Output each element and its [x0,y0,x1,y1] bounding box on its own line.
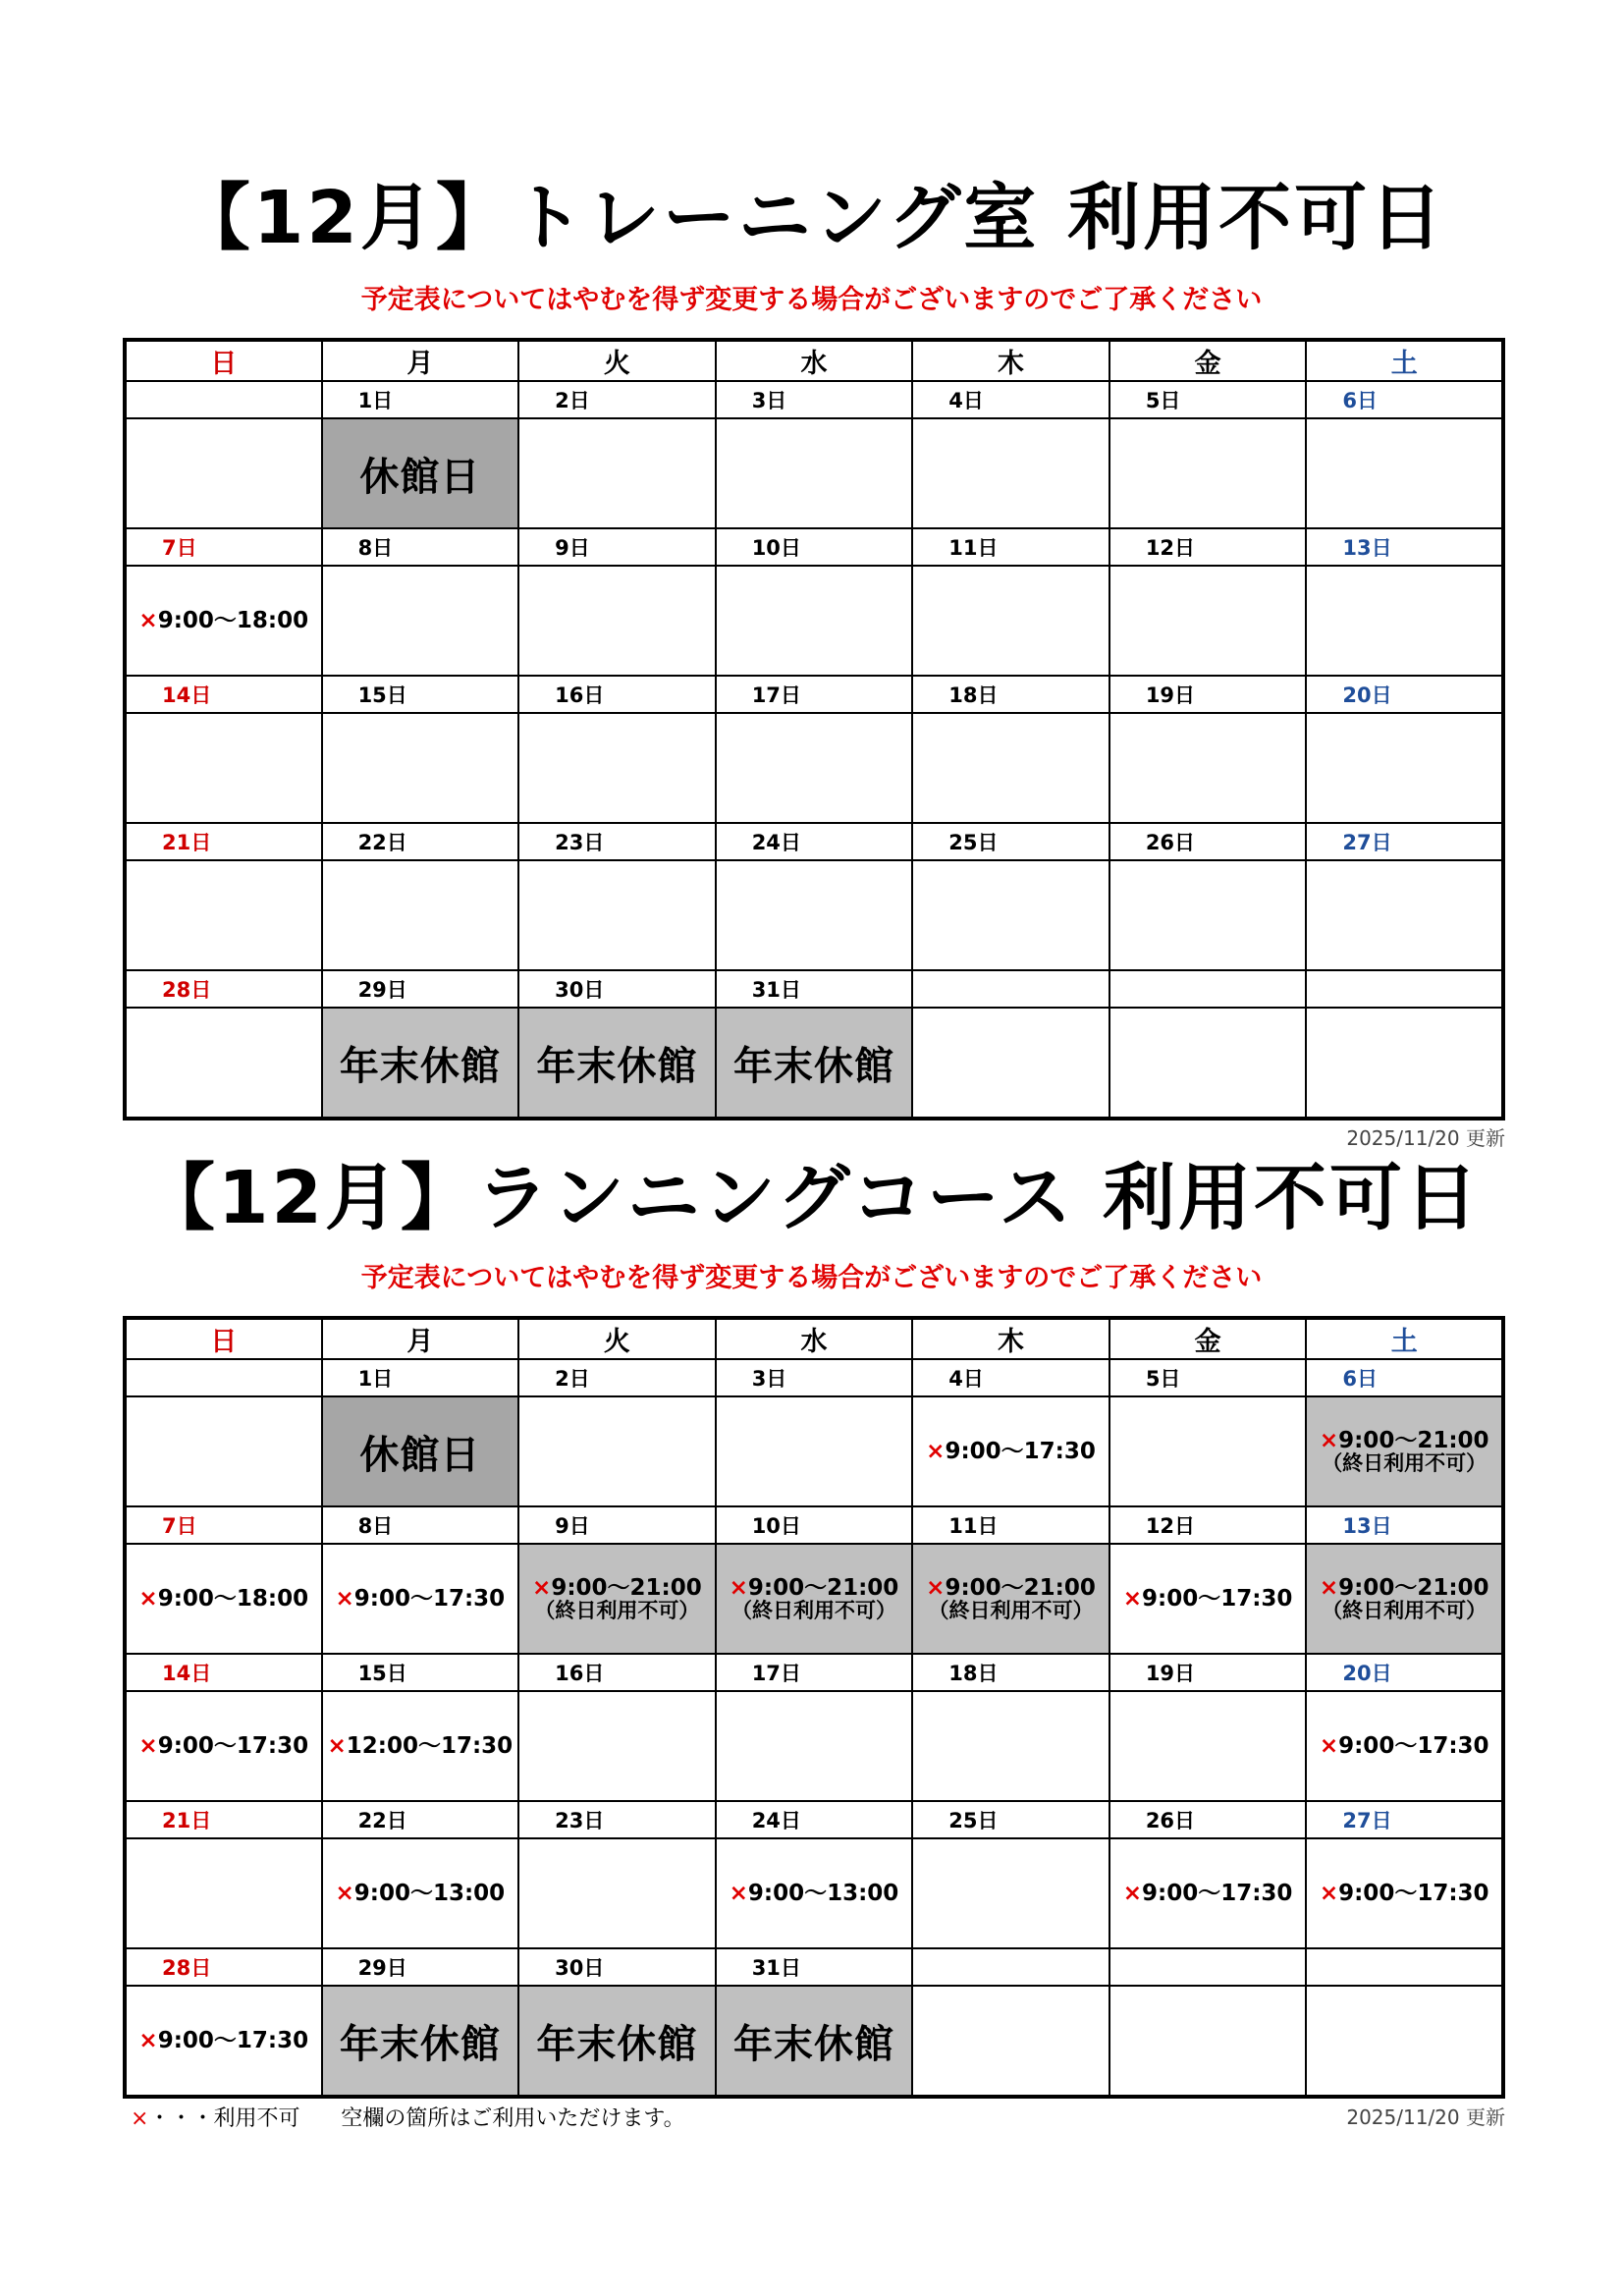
training-calendar [123,338,1505,1121]
unavailable-slot [1307,1734,1501,1758]
unavailable-time: 9:00～17:30 [1338,1880,1489,1906]
day-number [912,970,1109,1008]
day-cell [1109,1838,1307,1948]
entry-row [125,1986,1503,2097]
unavailable-mark-icon: × [335,1880,354,1906]
day-number: 27日 [1306,823,1503,860]
day-cell [716,1986,913,2097]
day-number: 5日 [1109,1359,1307,1396]
day-cell [322,1008,519,1119]
day-cell [1109,1986,1307,2097]
weekday-header: 金 [1109,340,1307,381]
day-number: 16日 [518,1654,716,1691]
day-cell [518,1691,716,1801]
date-row [125,1801,1503,1838]
weekday-header: 土 [1306,1318,1503,1359]
unavailable-slot [323,1882,518,1905]
day-number: 10日 [716,1506,913,1544]
day-cell [322,1396,519,1506]
day-number: 20日 [1306,1654,1503,1691]
unavailable-mark-icon: × [1319,1732,1339,1759]
date-row [125,1654,1503,1691]
day-number: 30日 [518,1948,716,1986]
full-day-note: （終日利用不可） [928,1599,1094,1623]
day-number [1109,1948,1307,1986]
day-number [1306,970,1503,1008]
day-cell [1306,1544,1503,1654]
full-day-note: （終日利用不可） [730,1599,896,1623]
unavailable-slot [717,1576,912,1621]
full-day-note: （終日利用不可） [1322,1451,1488,1476]
day-cell [1109,1544,1307,1654]
day-number: 7日 [125,1506,322,1544]
day-cell [322,566,519,676]
day-cell [1109,713,1307,823]
date-row [125,1506,1503,1544]
year-end-closed-label: 年末休館 [339,1043,501,1089]
day-cell [518,1838,716,1948]
legend-note: 空欄の箇所はご利用いただけます。 [341,2106,685,2131]
day-number: 10日 [716,528,913,566]
day-number: 3日 [716,381,913,418]
day-cell [1109,1691,1307,1801]
closed-label: 休館日 [359,454,481,500]
day-cell [1306,1396,1503,1506]
unavailable-time: 9:00～21:00 [551,1574,702,1601]
day-number: 15日 [322,676,519,713]
day-number: 4日 [912,381,1109,418]
year-end-closed-label: 年末休館 [536,1043,698,1089]
day-cell [716,1396,913,1506]
day-number: 3日 [716,1359,913,1396]
day-number: 6日 [1306,1359,1503,1396]
day-cell [1306,1008,1503,1119]
day-number: 6日 [1306,381,1503,418]
day-number: 16日 [518,676,716,713]
day-cell [322,1838,519,1948]
day-number: 15日 [322,1654,519,1691]
day-cell [1306,1838,1503,1948]
day-number [125,1359,322,1396]
day-number: 21日 [125,823,322,860]
day-number: 28日 [125,1948,322,1986]
day-cell [125,566,322,676]
unavailable-slot [519,1576,715,1621]
unavailable-time: 9:00～18:00 [157,1585,309,1612]
day-number: 17日 [716,676,913,713]
day-number: 31日 [716,1948,913,1986]
day-cell [322,860,519,970]
unavailable-slot [1110,1587,1306,1611]
closed-label: 休館日 [359,1432,481,1478]
day-number: 19日 [1109,676,1307,713]
day-number: 24日 [716,823,913,860]
date-row [125,676,1503,713]
day-cell [125,1396,322,1506]
day-cell [716,1691,913,1801]
day-cell [322,713,519,823]
date-row [125,528,1503,566]
day-number: 13日 [1306,528,1503,566]
day-number: 13日 [1306,1506,1503,1544]
unavailable-slot [913,1440,1109,1463]
date-row [125,823,1503,860]
weekday-header: 月 [322,340,519,381]
day-cell [716,418,913,528]
day-number: 23日 [518,823,716,860]
day-cell [125,713,322,823]
weekday-header: 火 [518,1318,716,1359]
day-cell [912,1691,1109,1801]
unavailable-mark-icon: × [1122,1585,1143,1612]
unavailable-slot [1307,1882,1501,1905]
unavailable-time: 9:00～17:30 [1142,1585,1293,1612]
unavailable-time: 12:00～17:30 [346,1732,514,1759]
day-cell [518,860,716,970]
day-number [125,381,322,418]
unavailable-time: 9:00～17:30 [157,2027,309,2053]
day-number: 17日 [716,1654,913,1691]
date-row [125,970,1503,1008]
day-cell [716,566,913,676]
training-notice: 予定表についてはやむを得ず変更する場合がございますのでご了承ください [360,285,1263,315]
entry-row [125,860,1503,970]
weekday-header: 月 [322,1318,519,1359]
day-number: 26日 [1109,1801,1307,1838]
day-cell [322,1986,519,2097]
weekday-header: 日 [125,1318,322,1359]
day-cell [912,1396,1109,1506]
unavailable-time: 9:00～17:30 [1338,1732,1489,1759]
day-cell [125,1544,322,1654]
day-cell [1306,418,1503,528]
day-number: 1日 [322,1359,519,1396]
training-title: 【12月】トレーニング室 利用不可日 [177,176,1446,260]
day-number: 26日 [1109,823,1307,860]
unavailable-mark-icon: × [138,1732,158,1759]
unavailable-mark-icon: × [926,1438,946,1464]
day-cell [912,418,1109,528]
day-number [1306,1948,1503,1986]
day-cell [1109,418,1307,528]
year-end-closed-label: 年末休館 [732,2021,894,2067]
running-calendar [123,1316,1505,2099]
unavailable-time: 9:00～17:30 [1142,1880,1293,1906]
weekday-header: 木 [912,1318,1109,1359]
day-number: 2日 [518,1359,716,1396]
day-number: 29日 [322,1948,519,1986]
day-cell [716,1008,913,1119]
unavailable-mark-icon: × [1122,1880,1143,1906]
day-number: 11日 [912,1506,1109,1544]
date-row [125,1359,1503,1396]
day-number: 29日 [322,970,519,1008]
day-number: 5日 [1109,381,1307,418]
day-cell [1306,566,1503,676]
day-cell [125,1838,322,1948]
unavailable-slot [913,1576,1109,1621]
day-cell [1306,860,1503,970]
full-day-note: （終日利用不可） [1322,1599,1488,1623]
day-number: 14日 [125,1654,322,1691]
day-number: 4日 [912,1359,1109,1396]
weekday-header: 金 [1109,1318,1307,1359]
day-cell [716,860,913,970]
day-number: 14日 [125,676,322,713]
day-number: 18日 [912,1654,1109,1691]
unavailable-mark-icon: × [1319,1574,1339,1601]
unavailable-time: 9:00～21:00 [1338,1574,1489,1601]
day-cell [716,1544,913,1654]
day-cell [912,860,1109,970]
unavailable-slot [323,1587,518,1611]
day-cell [125,1986,322,2097]
day-number: 25日 [912,1801,1109,1838]
day-cell [125,418,322,528]
day-cell [912,1544,1109,1654]
unavailable-slot [1307,1576,1501,1621]
unavailable-slot [323,1734,518,1758]
day-cell [322,1691,519,1801]
unavailable-mark-icon: × [729,1574,748,1601]
day-number [1109,970,1307,1008]
weekday-header: 水 [716,340,913,381]
weekday-header: 水 [716,1318,913,1359]
day-cell [518,1544,716,1654]
day-cell [1109,1396,1307,1506]
day-number: 20日 [1306,676,1503,713]
legend [131,2102,685,2132]
day-cell [912,713,1109,823]
day-number [912,1948,1109,1986]
day-number: 27日 [1306,1801,1503,1838]
day-cell [518,1986,716,2097]
day-cell [322,418,519,528]
unavailable-time: 9:00～18:00 [157,607,309,633]
year-end-closed-label: 年末休館 [732,1043,894,1089]
day-cell [912,566,1109,676]
date-row [125,1948,1503,1986]
legend-mark: × [131,2106,149,2131]
entry-row [125,1838,1503,1948]
day-number: 31日 [716,970,913,1008]
date-row [125,381,1503,418]
weekday-header: 木 [912,340,1109,381]
day-number: 23日 [518,1801,716,1838]
day-cell [125,1691,322,1801]
running-updated: 2025/11/20 更新 [1346,2105,1505,2129]
day-cell [322,1544,519,1654]
day-cell [1306,1691,1503,1801]
unavailable-mark-icon: × [138,1585,158,1612]
day-number: 21日 [125,1801,322,1838]
day-cell [912,1008,1109,1119]
day-cell [1109,566,1307,676]
unavailable-time: 9:00～13:00 [747,1880,899,1906]
running-notice: 予定表についてはやむを得ず変更する場合がございますのでご了承ください [360,1263,1263,1293]
day-cell [912,1986,1109,2097]
day-cell [1306,1986,1503,2097]
day-number: 7日 [125,528,322,566]
day-number: 8日 [322,1506,519,1544]
entry-row [125,1691,1503,1801]
day-cell [716,713,913,823]
day-number: 9日 [518,528,716,566]
unavailable-time: 9:00～17:30 [353,1585,506,1612]
entry-row [125,713,1503,823]
entry-row [125,418,1503,528]
day-number: 2日 [518,381,716,418]
unavailable-time: 9:00～17:30 [945,1438,1096,1464]
entry-row [125,1396,1503,1506]
day-cell [518,1396,716,1506]
day-cell [1109,860,1307,970]
day-number: 25日 [912,823,1109,860]
unavailable-slot [127,1734,321,1758]
weekday-header: 土 [1306,340,1503,381]
unavailable-mark-icon: × [138,607,158,633]
legend-mark-text: ・・・利用不可 [148,2106,300,2131]
training-updated: 2025/11/20 更新 [1346,1126,1505,1150]
unavailable-slot [127,1587,321,1611]
weekday-header: 火 [518,340,716,381]
unavailable-slot [1307,1429,1501,1474]
day-cell [518,1008,716,1119]
running-title: 【12月】ランニングコース 利用不可日 [141,1156,1482,1240]
day-cell [125,860,322,970]
day-number: 30日 [518,970,716,1008]
day-number: 24日 [716,1801,913,1838]
unavailable-mark-icon: × [138,2027,158,2053]
unavailable-mark-icon: × [1319,1427,1339,1453]
unavailable-mark-icon: × [729,1880,748,1906]
day-number: 9日 [518,1506,716,1544]
day-number: 22日 [322,823,519,860]
weekday-header: 日 [125,340,322,381]
unavailable-mark-icon: × [1319,1880,1339,1906]
day-number: 12日 [1109,528,1307,566]
full-day-note: （終日利用不可） [534,1599,700,1623]
entry-row [125,566,1503,676]
day-number: 18日 [912,676,1109,713]
unavailable-mark-icon: × [327,1732,347,1759]
day-cell [518,713,716,823]
day-cell [1109,1008,1307,1119]
unavailable-slot [127,2029,321,2052]
weekday-header-row [125,340,1503,381]
weekday-header-row [125,1318,1503,1359]
day-cell [716,1838,913,1948]
day-number: 8日 [322,528,519,566]
year-end-closed-label: 年末休館 [536,2021,698,2067]
day-number: 19日 [1109,1654,1307,1691]
unavailable-time: 9:00～13:00 [353,1880,506,1906]
unavailable-mark-icon: × [532,1574,552,1601]
day-cell [518,418,716,528]
day-number: 1日 [322,381,519,418]
day-number: 22日 [322,1801,519,1838]
unavailable-slot [717,1882,912,1905]
entry-row [125,1544,1503,1654]
entry-row [125,1008,1503,1119]
day-number: 12日 [1109,1506,1307,1544]
day-cell [1306,713,1503,823]
unavailable-time: 9:00～21:00 [747,1574,899,1601]
unavailable-slot [1110,1882,1306,1905]
unavailable-time: 9:00～21:00 [1338,1427,1489,1453]
day-cell [518,566,716,676]
unavailable-mark-icon: × [335,1585,354,1612]
unavailable-time: 9:00～17:30 [157,1732,309,1759]
year-end-closed-label: 年末休館 [339,2021,501,2067]
unavailable-mark-icon: × [926,1574,946,1601]
unavailable-slot [127,609,321,632]
day-cell [912,1838,1109,1948]
unavailable-time: 9:00～21:00 [945,1574,1096,1601]
day-number: 28日 [125,970,322,1008]
day-number: 11日 [912,528,1109,566]
day-cell [125,1008,322,1119]
